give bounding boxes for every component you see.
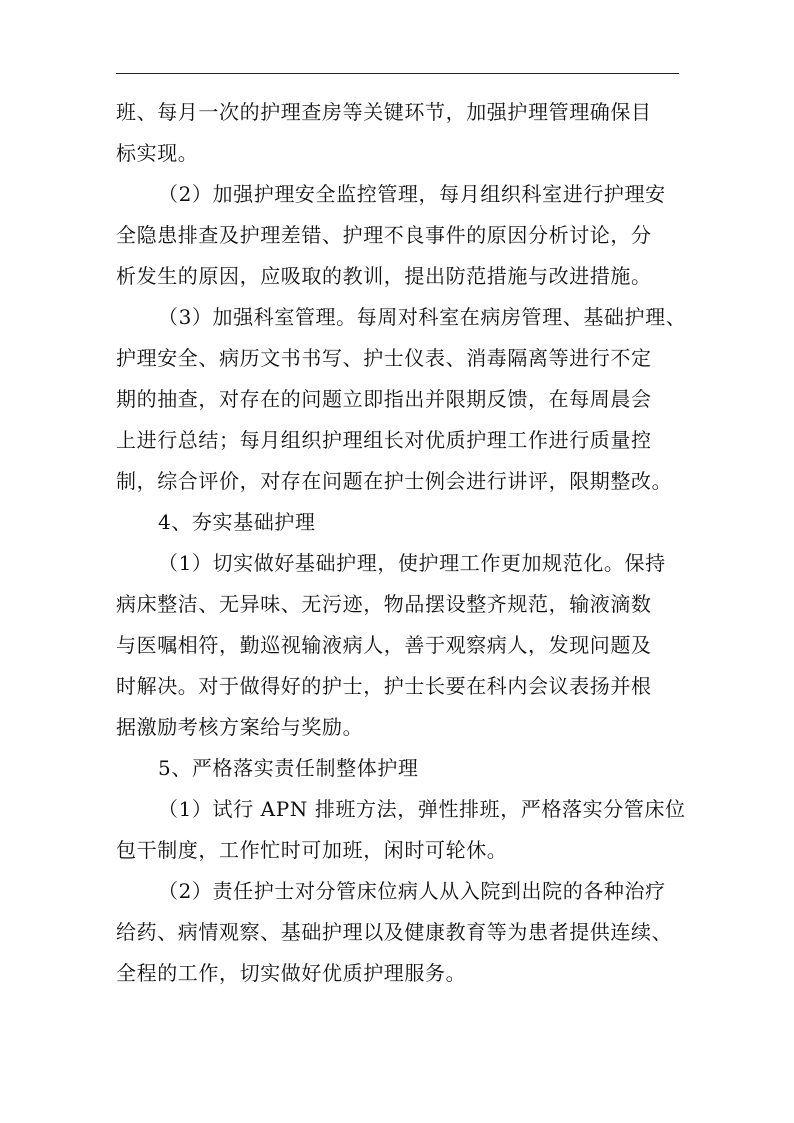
header-rule — [116, 73, 679, 74]
text-line: （1）切实做好基础护理，使护理工作更加规范化。保持 — [158, 551, 666, 575]
section-heading: 5、严格落实责任制整体护理 — [158, 756, 419, 780]
text-line: 全程的工作，切实做好优质护理服务。 — [116, 961, 467, 985]
text-line: 时解决。对于做得好的护士，护士长要在科内会议表扬并根 — [116, 674, 652, 698]
text-line: 全隐患排查及护理差错、护理不良事件的原因分析讨论，分 — [116, 223, 652, 247]
section-heading: 4、夯实基础护理 — [158, 510, 316, 534]
text-line: 标实现。 — [116, 141, 199, 165]
text-line: （3）加强科室管理。每周对科室在病房管理、基础护理、 — [158, 305, 687, 329]
text-line: （2）加强护理安全监控管理，每月组织科室进行护理安 — [158, 182, 666, 206]
text-line: 病床整洁、无异味、无污迹，物品摆设整齐规范，输液滴数 — [116, 592, 652, 616]
text-line: 上进行总结；每月组织护理组长对优质护理工作进行质量控 — [116, 428, 652, 452]
text-line: 护理安全、病历文书书写、护士仪表、消毒隔离等进行不定 — [116, 346, 652, 370]
text-line: （2）责任护士对分管床位病人从入院到出院的各种治疗 — [158, 879, 666, 903]
text-line: 期的抽查，对存在的问题立即指出并限期反馈，在每周晨会 — [116, 387, 652, 411]
text-line: 与医嘱相符，勤巡视输液病人，善于观察病人，发现问题及 — [116, 633, 652, 657]
text-line: （1）试行 APN 排班方法，弹性排班，严格落实分管床位 — [158, 797, 686, 821]
text-line: 班、每月一次的护理查房等关键环节，加强护理管理确保目 — [116, 100, 652, 124]
text-line: 析发生的原因，应吸取的教训，提出防范措施与改进措施。 — [116, 264, 652, 288]
text-line: 制，综合评价，对存在问题在护士例会进行讲评，限期整改。 — [116, 469, 673, 493]
text-line: 据激励考核方案给与奖励。 — [116, 715, 364, 739]
text-line: 给药、病情观察、基础护理以及健康教育等为患者提供连续、 — [116, 920, 673, 944]
text-line: 包干制度，工作忙时可加班，闲时可轮休。 — [116, 838, 508, 862]
